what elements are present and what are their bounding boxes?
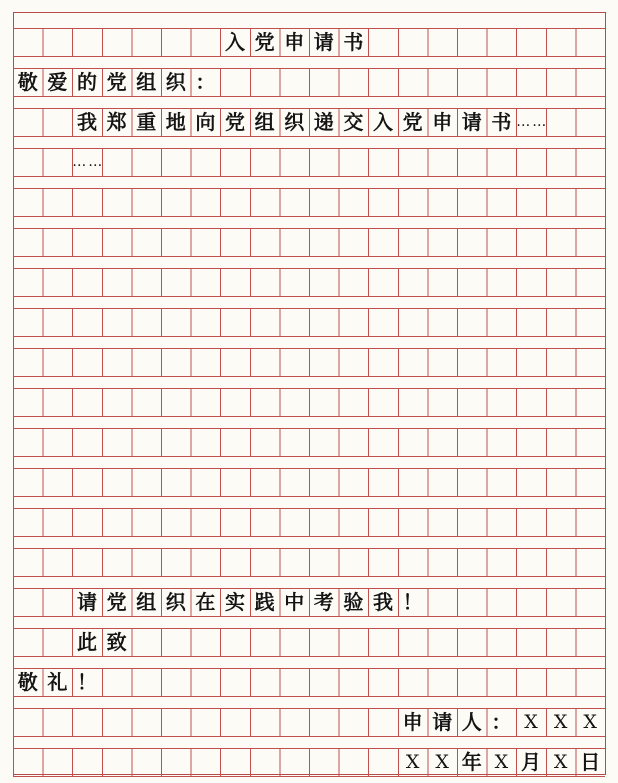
- blank-grid-row: [13, 428, 605, 457]
- char-cell: 组: [136, 70, 157, 94]
- char-cell: 申: [284, 30, 305, 54]
- char-cell: 申: [432, 110, 453, 134]
- char-cell: 入: [372, 110, 393, 134]
- salutation-row: [13, 68, 605, 97]
- char-cell: X: [583, 711, 597, 733]
- blank-grid-row: [13, 508, 605, 537]
- char-cell: 请: [461, 110, 482, 134]
- char-cell: 验: [343, 590, 364, 614]
- char-cell: 重: [136, 110, 157, 134]
- char-cell: 的: [76, 70, 97, 94]
- title-row: [13, 28, 605, 57]
- char-cell: 递: [313, 110, 334, 134]
- blank-grid-row: [13, 268, 605, 297]
- char-cell: 组: [136, 590, 157, 614]
- body-row-1: [13, 108, 605, 137]
- char-cell: 书: [343, 30, 364, 54]
- frame-top-line: [13, 12, 605, 13]
- char-cell: 织: [165, 70, 186, 94]
- char-cell: ：: [195, 70, 216, 94]
- char-cell: X: [494, 751, 509, 773]
- blank-grid-row: [13, 388, 605, 417]
- char-cell: 在: [195, 590, 216, 614]
- char-cell: 党: [402, 110, 423, 134]
- char-cell: 向: [195, 110, 216, 134]
- blank-grid-row: [13, 548, 605, 577]
- frame-right-line: [605, 12, 606, 774]
- closing-row: [13, 588, 605, 617]
- char-cell: 我: [76, 110, 97, 134]
- char-cell: 组: [254, 110, 275, 134]
- ellipsis-cell: ……: [516, 114, 549, 130]
- char-cell: ！: [402, 590, 423, 614]
- char-cell: 人: [461, 710, 482, 734]
- char-cell: 年: [461, 750, 482, 774]
- char-cell: 我: [372, 590, 393, 614]
- blank-grid-row: [13, 188, 605, 217]
- char-cell: 此: [76, 630, 97, 654]
- blank-grid-row: [13, 228, 605, 257]
- ellipsis-cell: ……: [72, 154, 105, 170]
- date-row: [13, 748, 605, 777]
- applicant-row: [13, 708, 605, 737]
- char-cell: 请: [76, 590, 97, 614]
- jingli-row: [13, 668, 605, 697]
- char-cell: 礼: [47, 670, 68, 694]
- char-cell: 织: [165, 590, 186, 614]
- char-cell: 党: [254, 30, 275, 54]
- char-cell: 请: [432, 710, 453, 734]
- char-cell: 敬: [17, 70, 38, 94]
- char-cell: 织: [284, 110, 305, 134]
- char-cell: 申: [402, 710, 423, 734]
- char-cell: 书: [491, 110, 512, 134]
- char-cell: 交: [343, 110, 364, 134]
- char-cell: X: [524, 711, 538, 733]
- char-cell: 地: [165, 110, 186, 134]
- char-cell: 入: [224, 30, 245, 54]
- char-cell: 致: [106, 630, 127, 654]
- char-cell: 党: [106, 590, 127, 614]
- char-cell: 郑: [106, 110, 127, 134]
- char-cell: 爱: [47, 70, 68, 94]
- char-cell: 请: [313, 30, 334, 54]
- char-cell: 党: [224, 110, 245, 134]
- blank-grid-row: [13, 308, 605, 337]
- char-cell: 践: [254, 590, 275, 614]
- body-row-2: [13, 148, 605, 177]
- char-cell: X: [435, 751, 449, 773]
- char-cell: 实: [224, 590, 245, 614]
- char-cell: 考: [313, 590, 334, 614]
- char-cell: ！: [76, 670, 97, 694]
- char-cell: 日: [580, 750, 601, 774]
- blank-grid-row: [13, 348, 605, 377]
- char-cell: 党: [106, 70, 127, 94]
- char-cell: X: [405, 751, 420, 773]
- char-cell: ：: [491, 710, 512, 734]
- char-cell: 中: [284, 590, 305, 614]
- char-cell: X: [553, 711, 568, 733]
- blank-grid-row: [13, 468, 605, 497]
- cizhi-row: [13, 628, 605, 657]
- char-cell: 敬: [17, 670, 38, 694]
- char-cell: 月: [520, 750, 541, 774]
- char-cell: X: [553, 751, 568, 773]
